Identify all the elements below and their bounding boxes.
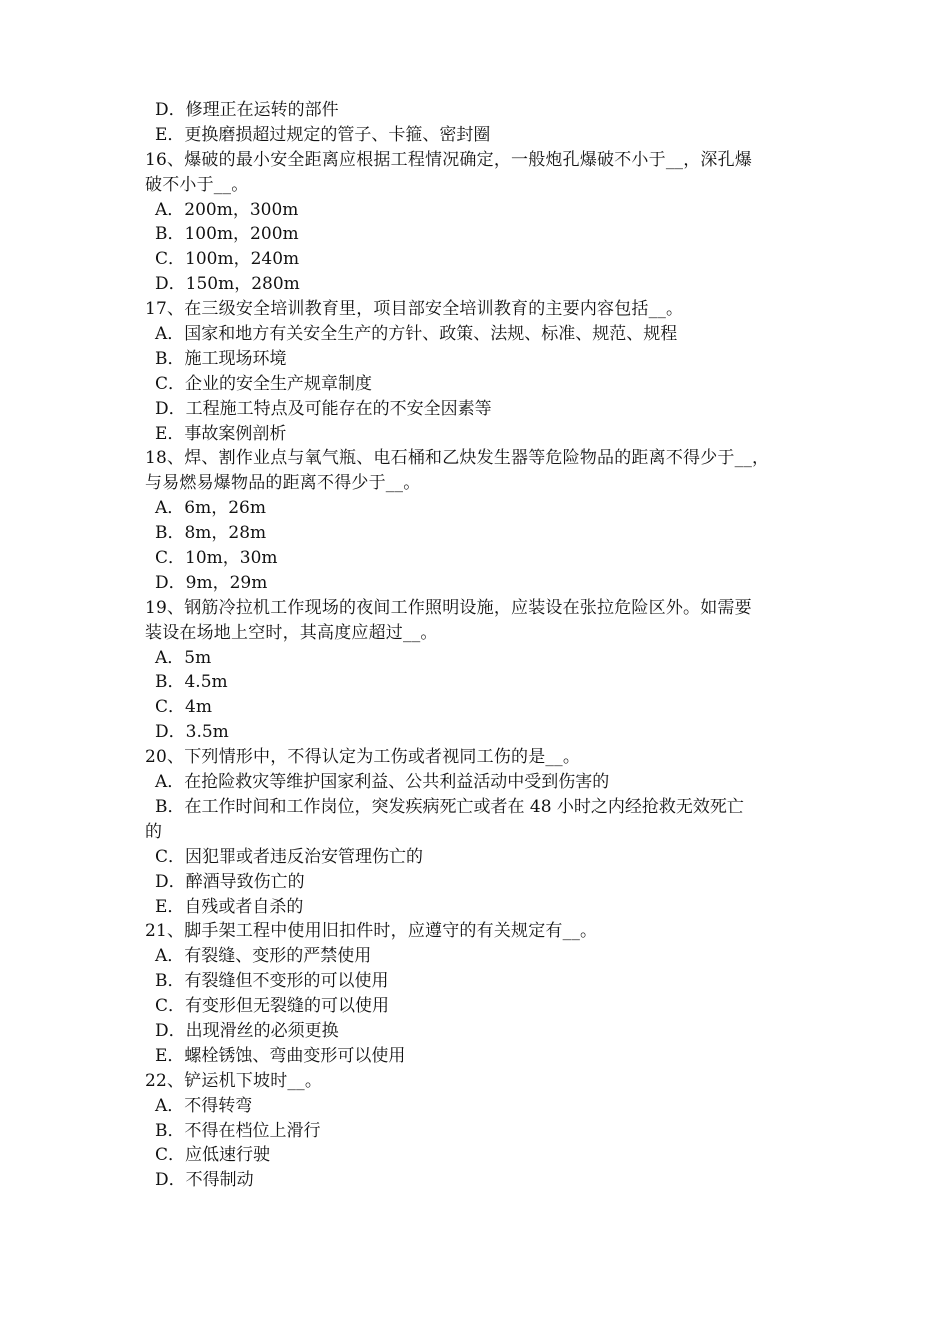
answer-option: D．修理正在运转的部件	[155, 100, 339, 120]
answer-option: D．不得制动	[155, 1170, 254, 1191]
answer-option: C．4m	[155, 697, 212, 718]
answer-option: D．出现滑丝的必须更换	[155, 1020, 339, 1041]
answer-option: A．5m	[155, 647, 212, 668]
question-text: 22、铲运机下坡时__。	[145, 1070, 323, 1091]
answer-option: B．有裂缝但不变形的可以使用	[155, 971, 389, 992]
answer-option: E．更换磨损超过规定的管子、卡箍、密封圈	[155, 124, 491, 145]
answer-option: E．螺栓锈蚀、弯曲变形可以使用	[155, 1045, 406, 1066]
question-text: 装设在场地上空时，其高度应超过__。	[145, 622, 438, 643]
answer-option: B．100m，200m	[155, 224, 299, 245]
question-text: 17、在三级安全培训教育里，项目部安全培训教育的主要内容包括__。	[145, 299, 684, 320]
question-text: 20、下列情形中，不得认定为工伤或者视同工伤的是__。	[145, 747, 581, 768]
answer-option: E．自残或者自杀的	[155, 896, 304, 917]
document-body	[145, 98, 815, 1193]
question-text: 与易燃易爆物品的距离不得少于__。	[145, 473, 421, 494]
question-text: 16、爆破的最小安全距离应根据工程情况确定，一般炮孔爆破不小于__，深孔爆	[145, 149, 753, 170]
question-text: 破不小于__。	[145, 174, 249, 195]
answer-option: D．工程施工特点及可能存在的不安全因素等	[155, 398, 492, 419]
answer-option: A．6m，26m	[155, 498, 266, 519]
answer-option: A．国家和地方有关安全生产的方针、政策、法规、标准、规范、规程	[155, 324, 678, 345]
answer-option: C．企业的安全生产规章制度	[155, 373, 373, 394]
question-text: 19、钢筋冷拉机工作现场的夜间工作照明设施，应装设在张拉危险区外。如需要	[145, 597, 752, 618]
answer-option: A．不得转弯	[155, 1095, 253, 1116]
answer-option: C．有变形但无裂缝的可以使用	[155, 996, 390, 1017]
answer-option: D．150m，280m	[155, 274, 300, 295]
question-text: 的	[145, 821, 163, 842]
answer-option: E．事故案例剖析	[155, 423, 287, 444]
answer-option: C．应低速行驶	[155, 1145, 271, 1166]
answer-option: D．醉酒导致伤亡的	[155, 871, 305, 892]
answer-option: B．8m，28m	[155, 523, 267, 544]
answer-option: A．在抢险救灾等维护国家利益、公共利益活动中受到伤害的	[155, 772, 610, 793]
answer-option: B．不得在档位上滑行	[155, 1120, 321, 1141]
answer-option: A．有裂缝、变形的严禁使用	[155, 946, 372, 967]
answer-option: C．10m，30m	[155, 548, 278, 569]
question-text: 21、脚手架工程中使用旧扣件时，应遵守的有关规定有__。	[145, 921, 598, 942]
answer-option: C．100m，240m	[155, 249, 300, 270]
answer-option: D．9m，29m	[155, 572, 268, 593]
answer-option: A．200m，300m	[155, 199, 299, 220]
answer-option: D．3.5m	[155, 722, 229, 743]
answer-option: C．因犯罪或者违反治安管理伤亡的	[155, 846, 424, 867]
answer-option: B．4.5m	[155, 672, 228, 693]
question-text: 18、焊、割作业点与氧气瓶、电石桶和乙炔发生器等危险物品的距离不得少于__，	[145, 448, 770, 469]
answer-option: B．在工作时间和工作岗位，突发疾病死亡或者在 48 小时之内经抢救无效死亡	[155, 796, 744, 817]
answer-option: B．施工现场环境	[155, 348, 287, 369]
